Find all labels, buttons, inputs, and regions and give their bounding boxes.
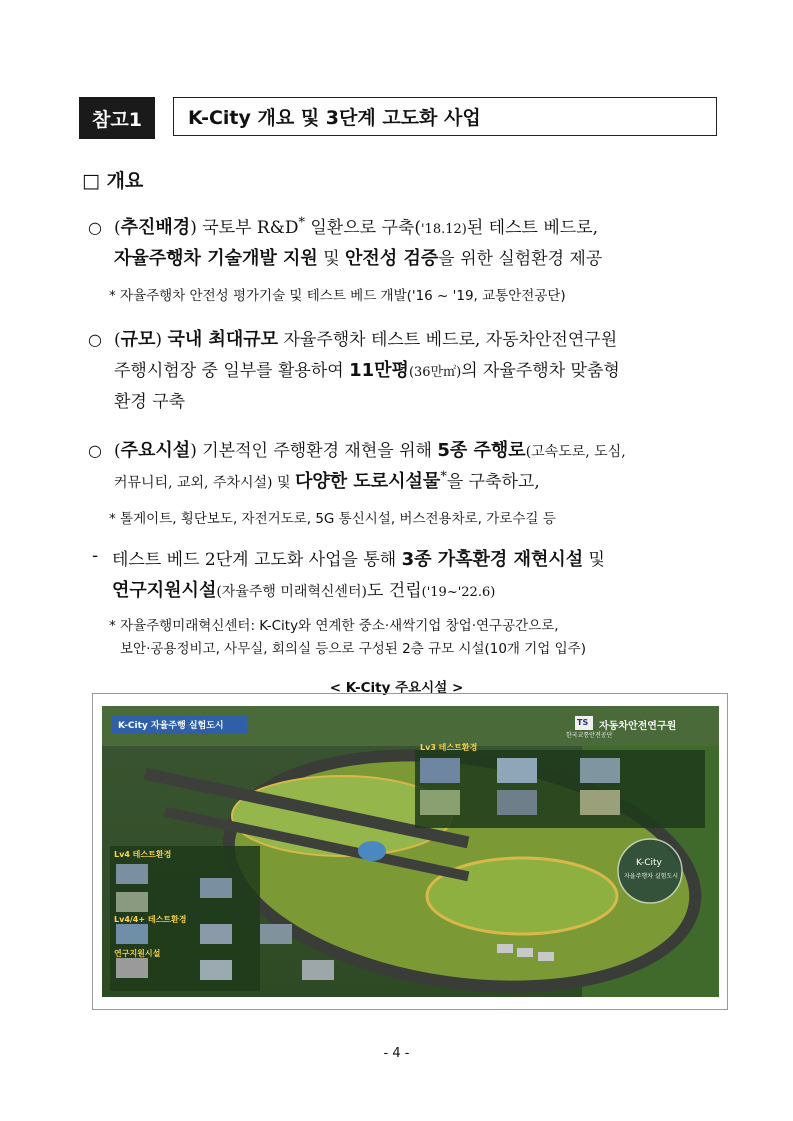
text: 주행시험장 중 일부를 활용하여 (114, 361, 350, 381)
emphasis: 추진배경 (120, 217, 191, 238)
text: ) (155, 330, 168, 350)
text: 일환으로 구축( (304, 218, 421, 238)
text: (자율주행 미래혁신센터) (216, 584, 367, 600)
item2-line3: 환경 구축 (114, 392, 186, 412)
text: ( (114, 330, 121, 350)
text: 테스트 베드 2단계 고도화 사업을 통해 (112, 550, 402, 570)
kcity-aerial-illustration (102, 706, 719, 997)
dash-marker: - (92, 546, 99, 566)
figure-banner: K-City 자율주행 실험도시 (118, 721, 224, 731)
date: ('19~'22.6) (421, 585, 496, 600)
kcity-aerial-image (102, 706, 719, 997)
lv3-label: Lv3 테스트환경 (420, 743, 478, 752)
lv4-label: Lv4 테스트환경 (114, 850, 172, 859)
text: 자율주행차 테스트 베드로, 자동차안전연구원 (278, 330, 618, 350)
page-number: - 4 - (383, 1046, 410, 1061)
kcity-badge: K-City (636, 858, 662, 868)
item2-line2 (114, 356, 620, 382)
lv4plus-label: Lv4/4+ 테스트환경 (114, 915, 187, 924)
emphasis: 다양한 도로시설물 (294, 471, 441, 492)
kcity-badge-sub: 자율주행차 실험도시 (624, 873, 679, 880)
area: (36만㎡) (408, 365, 462, 380)
emphasis: 자율주행차 기술개발 지원 (114, 248, 318, 269)
emphasis: 11만평 (349, 360, 409, 381)
emphasis: 주요시설 (120, 440, 191, 461)
item1-note: * 자율주행차 안전성 평가기술 및 테스트 베드 개발('16 ~ '19, 교통안전공단) (109, 288, 566, 304)
item4-note-line1: * 자율주행미래혁신센터: K-City와 연계한 중소·새싹기업 창업·연구공간으로, (109, 618, 559, 634)
section-title: 개요 (106, 170, 144, 192)
emphasis: 규모 (120, 329, 156, 350)
text: 을 위한 실험환경 제공 (438, 249, 603, 269)
text: (고속도로, 도심, (525, 444, 626, 460)
footnote-mark: * (298, 215, 305, 231)
figure-caption: < K-City 주요시설 > (329, 680, 464, 696)
text: 도 건립 (366, 581, 422, 601)
text: 의 자율주행차 맞춤형 (461, 361, 620, 381)
emphasis: 3종 가혹환경 재현시설 (401, 549, 584, 570)
research-label: 연구지원시설 (114, 949, 161, 958)
text: ( (114, 218, 121, 238)
org-logo: TS (577, 718, 589, 727)
item4-line2 (112, 576, 495, 602)
text: ) 기본적인 주행환경 재현을 위해 (190, 441, 438, 461)
text: 된 테스트 베드로, (466, 218, 599, 238)
section-marker: □ (82, 170, 100, 192)
section-heading (82, 166, 143, 193)
text: 을 구축하고, (446, 472, 540, 492)
page-title: K-City 개요 및 3단계 고도화 사업 (173, 97, 717, 136)
bullet-icon: ○ (88, 330, 102, 349)
item3-note: * 톨게이트, 횡단보도, 자전거도로, 5G 통신시설, 버스전용차로, 가로수길 등 (109, 511, 556, 527)
text: ) 국토부 R&D (190, 218, 299, 238)
item4-line1 (112, 545, 605, 571)
item2-line1 (114, 325, 617, 351)
item1-line2 (114, 244, 602, 270)
text: 및 (317, 249, 346, 269)
text: 및 (583, 550, 605, 570)
item3-line1 (114, 436, 626, 462)
emphasis: 연구지원시설 (112, 580, 217, 601)
bullet-icon: ○ (88, 218, 102, 237)
date: '18.12) (420, 222, 467, 237)
text: 커뮤니티, 교외, 주차시설) 및 (114, 475, 295, 491)
org-name: 자동차안전연구원 (599, 721, 677, 732)
item1-line1 (114, 213, 598, 239)
emphasis: 안전성 검증 (345, 248, 439, 269)
bullet-icon: ○ (88, 441, 102, 460)
item3-line2 (114, 467, 540, 493)
emphasis: 국내 최대규모 (167, 329, 279, 350)
footnote-mark: * (440, 469, 447, 485)
reference-tag: 참고1 (79, 97, 155, 139)
emphasis: 5종 주행로 (437, 440, 526, 461)
text: ( (114, 441, 121, 461)
org-subtitle: 한국교통안전공단 (566, 732, 613, 739)
item4-note-line2: 보안·공용정비고, 사무실, 회의실 등으로 구성된 2층 규모 시설(10개 기업 입주) (120, 641, 586, 657)
